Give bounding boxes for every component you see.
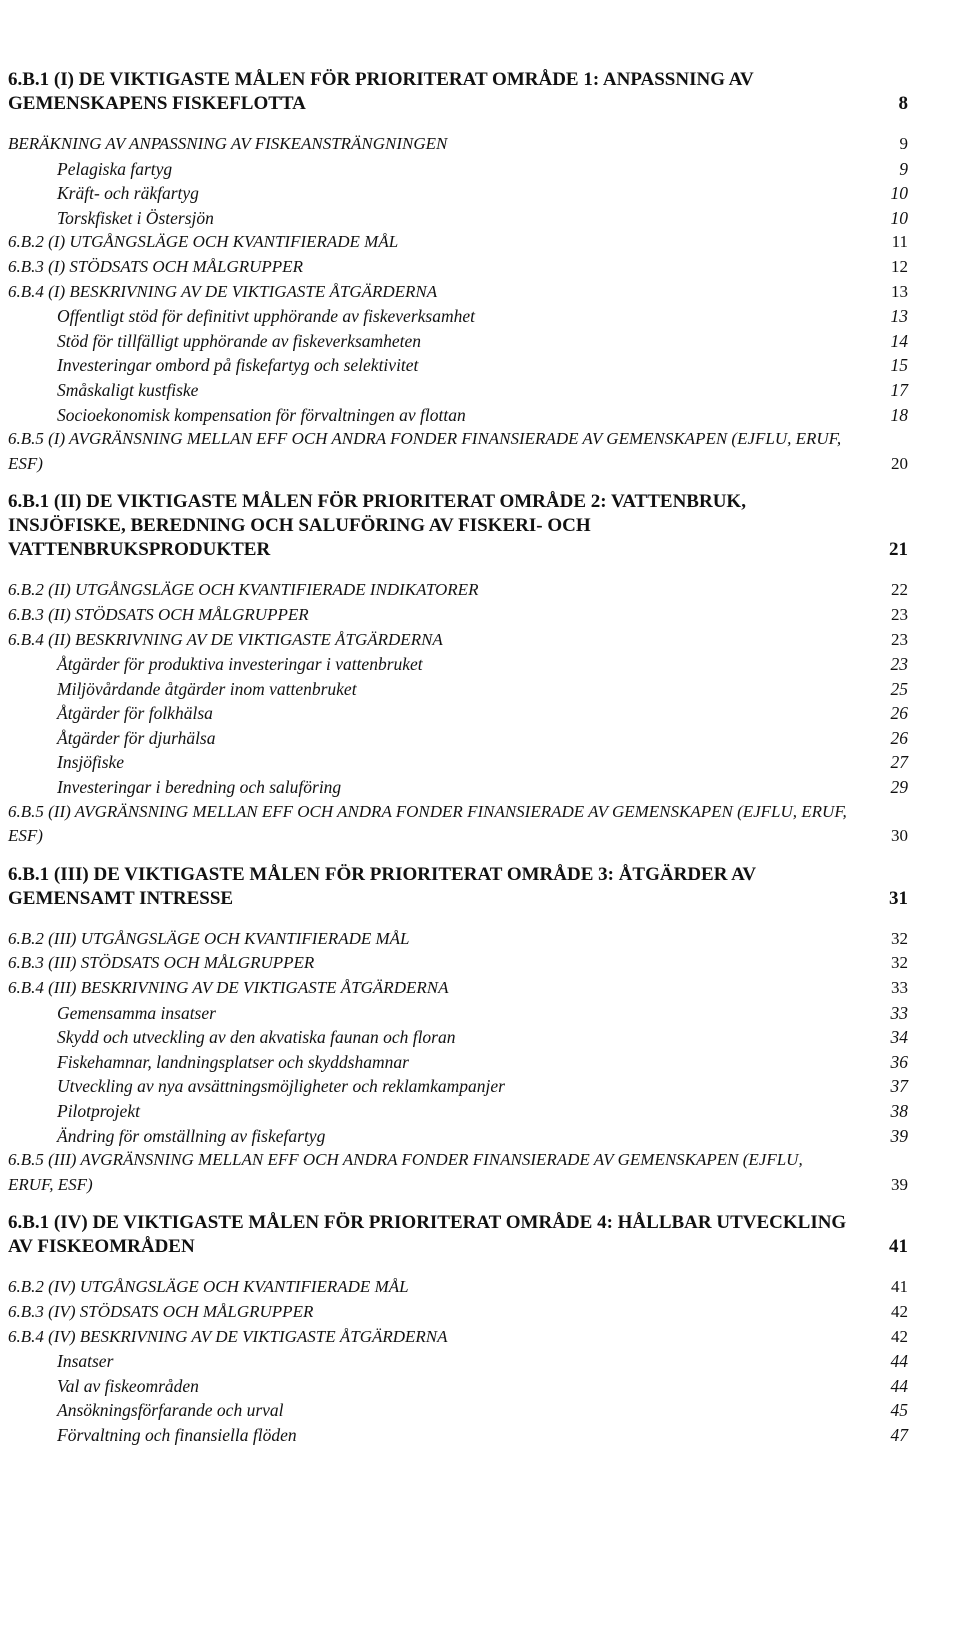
- toc-entry-page-number: 23: [891, 629, 908, 649]
- toc-subentry-title: Gemensamma insatser: [57, 1002, 216, 1023]
- toc-subentry[interactable]: [8, 378, 908, 403]
- toc-entry[interactable]: [8, 951, 908, 976]
- toc-entry[interactable]: [8, 578, 908, 603]
- toc-subentry-page-number: 37: [890, 1076, 908, 1097]
- toc-entry-page-number: 13: [891, 281, 908, 301]
- toc-subentry-page-number: 10: [890, 183, 908, 204]
- section-spacer: [8, 562, 908, 578]
- toc-subentry-page-number: 23: [890, 654, 908, 675]
- toc-subentry-title: Miljövårdande åtgärder inom vattenbruket: [57, 678, 357, 699]
- toc-subentry-page-number: 44: [890, 1375, 908, 1396]
- toc-subentry-page-number: 25: [890, 678, 908, 699]
- toc-subentry-title: Investeringar ombord på fiskefartyg och selektivitet: [57, 355, 419, 376]
- toc-subentry[interactable]: [8, 329, 908, 354]
- section-spacer: [8, 116, 908, 132]
- toc-entry[interactable]: [8, 1275, 908, 1300]
- toc-entry-title: 6.B.4 (IV) BESKRIVNING AV DE VIKTIGASTE ÅTGÄRDERNA: [8, 1326, 448, 1346]
- toc-subentry[interactable]: [8, 701, 908, 726]
- toc-entry-page-number: 32: [891, 953, 908, 973]
- toc-subentry-title: Utveckling av nya avsättningsmöjligheter och reklamkampanjer: [57, 1076, 505, 1097]
- toc-entry[interactable]: [8, 1300, 908, 1325]
- toc-entry-title: 6.B.4 (II) BESKRIVNING AV DE VIKTIGASTE ÅTGÄRDERNA: [8, 629, 443, 649]
- toc-subentry-title: Skydd och utveckling av den akvatiska faunan och floran: [57, 1027, 456, 1048]
- toc-section-heading-page-number: 8: [898, 93, 908, 114]
- toc-entry-title: 6.B.3 (II) STÖDSATS OCH MÅLGRUPPER: [8, 604, 309, 624]
- toc-subentry-page-number: 17: [890, 379, 908, 400]
- toc-subentry[interactable]: [8, 652, 908, 677]
- toc-subentry-page-number: 36: [890, 1051, 908, 1072]
- toc-entry-page-number: 42: [891, 1301, 908, 1321]
- toc-subentry[interactable]: [8, 1099, 908, 1124]
- toc-entry[interactable]: [8, 927, 908, 952]
- toc-subentry[interactable]: [8, 1074, 908, 1099]
- toc-subentry-title: Fiskehamnar, landningsplatser och skyddshamnar: [57, 1051, 409, 1072]
- toc-entry-title: 6.B.4 (III) BESKRIVNING AV DE VIKTIGASTE ÅTGÄRDERNA: [8, 978, 449, 998]
- toc-subentry-title: Åtgärder för produktiva investeringar i vattenbruket: [57, 654, 423, 675]
- toc-entry-title: 6.B.3 (I) STÖDSATS OCH MÅLGRUPPER: [8, 256, 303, 276]
- toc-subentry-page-number: 9: [899, 158, 908, 179]
- toc-section-heading[interactable]: [8, 68, 908, 116]
- toc-entry[interactable]: [8, 427, 908, 476]
- toc-subentry[interactable]: [8, 206, 908, 231]
- toc-subentry[interactable]: [8, 775, 908, 800]
- toc-entry[interactable]: [8, 603, 908, 628]
- toc-entry[interactable]: [8, 628, 908, 653]
- toc-entry-page-number: 22: [891, 580, 908, 600]
- toc-entry-title: 6.B.2 (I) UTGÅNGSLÄGE OCH KVANTIFIERADE MÅL: [8, 232, 399, 252]
- toc-subentry[interactable]: [8, 750, 908, 775]
- toc-entry-page-number: 41: [891, 1277, 908, 1297]
- toc-entry-title: 6.B.5 (II) AVGRÄNSNING MELLAN EFF OCH ANDRA FONDER FINANSIERADE AV GEMENSKAPEN (EJFLU, ERUF, ESF): [8, 801, 847, 846]
- toc-entry-page-number: 12: [891, 256, 908, 276]
- toc-section-heading-title: 6.B.1 (II) DE VIKTIGASTE MÅLEN FÖR PRIORITERAT OMRÅDE 2: VATTENBRUK, INSJÖFISKE, BEREDNING OCH SALUFÖRING AV FISKERI- OCH VATTENBRUKSPRODUKTER: [8, 491, 746, 561]
- toc-subentry-page-number: 27: [890, 752, 908, 773]
- toc-section-heading-page-number: 41: [889, 1236, 908, 1258]
- toc-entry[interactable]: [8, 976, 908, 1001]
- toc-subentry[interactable]: [8, 353, 908, 378]
- toc-subentry-page-number: 14: [890, 330, 908, 351]
- toc-subentry[interactable]: [8, 1050, 908, 1075]
- toc-subentry-title: Torskfisket i Östersjön: [57, 207, 214, 228]
- toc-entry-page-number: 9: [899, 134, 908, 153]
- toc-subentry-page-number: 13: [890, 306, 908, 327]
- toc-entry[interactable]: [8, 1148, 908, 1197]
- toc-section-heading[interactable]: [8, 1211, 908, 1259]
- toc-entry[interactable]: [8, 255, 908, 280]
- toc-entry-title: 6.B.5 (I) AVGRÄNSNING MELLAN EFF OCH ANDRA FONDER FINANSIERADE AV GEMENSKAPEN (EJFLU, ERUF, ESF): [8, 429, 842, 473]
- toc-entry-page-number: 30: [891, 826, 908, 846]
- toc-entry-title: 6.B.3 (IV) STÖDSATS OCH MÅLGRUPPER: [8, 1301, 314, 1321]
- toc-subentry-title: Offentligt stöd för definitivt upphörande av fiskeverksamhet: [57, 306, 475, 327]
- toc-subentry-title: Investeringar i beredning och saluföring: [57, 777, 342, 798]
- toc-section-heading[interactable]: [8, 490, 908, 562]
- toc-entry-title: 6.B.2 (IV) UTGÅNGSLÄGE OCH KVANTIFIERADE MÅL: [8, 1277, 409, 1297]
- toc-subentry-page-number: 33: [890, 1002, 908, 1023]
- toc-subentry[interactable]: [8, 1124, 908, 1149]
- table-of-contents: [8, 68, 908, 1448]
- toc-subentry-page-number: 26: [890, 727, 908, 748]
- toc-entry[interactable]: [8, 230, 908, 255]
- toc-subentry-page-number: 34: [890, 1027, 908, 1048]
- toc-section-heading-title: 6.B.1 (III) DE VIKTIGASTE MÅLEN FÖR PRIORITERAT OMRÅDE 3: ÅTGÄRDER AV GEMENSAMT INTRESSE: [8, 863, 756, 909]
- toc-subentry-title: Förvaltning och finansiella flöden: [57, 1424, 297, 1445]
- toc-subentry-title: Pelagiska fartyg: [57, 158, 173, 179]
- toc-subentry[interactable]: [8, 1423, 908, 1448]
- toc-subentry[interactable]: [8, 726, 908, 751]
- toc-entry[interactable]: [8, 800, 908, 849]
- toc-entry[interactable]: [8, 280, 908, 305]
- toc-section-heading-title: 6.B.1 (IV) DE VIKTIGASTE MÅLEN FÖR PRIORITERAT OMRÅDE 4: HÅLLBAR UTVECKLING AV FISKEOMRÅDEN: [8, 1212, 847, 1258]
- section-spacer: [8, 1259, 908, 1275]
- toc-subentry-title: Ändring för omställning av fiskefartyg: [57, 1125, 326, 1146]
- toc-section-heading-page-number: 21: [889, 539, 908, 561]
- toc-section-heading-page-number: 31: [889, 887, 908, 909]
- toc-subentry-page-number: 10: [890, 207, 908, 228]
- toc-entry-title: 6.B.5 (III) AVGRÄNSNING MELLAN EFF OCH ANDRA FONDER FINANSIERADE AV GEMENSKAPEN (EJFLU, ERUF, ESF): [8, 1150, 803, 1194]
- toc-subentry-page-number: 47: [890, 1424, 908, 1445]
- toc-entry-page-number: 42: [891, 1326, 908, 1346]
- toc-section-heading[interactable]: [8, 863, 908, 911]
- toc-subentry[interactable]: [8, 157, 908, 182]
- toc-subentry[interactable]: [8, 1374, 908, 1399]
- toc-subentry-title: Pilotprojekt: [57, 1101, 140, 1121]
- toc-subentry[interactable]: [8, 1001, 908, 1026]
- toc-subentry-page-number: 38: [890, 1101, 908, 1121]
- toc-subentry-page-number: 44: [890, 1351, 908, 1372]
- toc-entry-page-number: 33: [891, 978, 908, 998]
- toc-entry-page-number: 20: [891, 453, 908, 473]
- toc-subentry-title: Val av fiskeområden: [57, 1375, 199, 1396]
- toc-entry[interactable]: [8, 1325, 908, 1350]
- toc-entry[interactable]: [8, 132, 908, 157]
- toc-subentry-title: Stöd för tillfälligt upphörande av fiskeverksamheten: [57, 330, 422, 351]
- toc-entry-page-number: 11: [891, 232, 908, 252]
- toc-subentry-page-number: 26: [890, 703, 908, 724]
- toc-section-heading-title: 6.B.1 (I) DE VIKTIGASTE MÅLEN FÖR PRIORITERAT OMRÅDE 1: ANPASSNING AV GEMENSKAPENS FISKEFLOTTA: [8, 69, 754, 114]
- section-spacer: [8, 911, 908, 927]
- toc-entry-page-number: 32: [891, 928, 908, 948]
- toc-subentry[interactable]: [8, 304, 908, 329]
- toc-subentry-page-number: 18: [890, 404, 908, 425]
- toc-entry-title: 6.B.3 (III) STÖDSATS OCH MÅLGRUPPER: [8, 953, 315, 973]
- toc-entry-page-number: 39: [891, 1174, 908, 1194]
- toc-subentry-page-number: 39: [890, 1125, 908, 1146]
- toc-subentry-title: Insjöfiske: [57, 752, 125, 773]
- toc-subentry-page-number: 15: [890, 355, 908, 376]
- toc-subentry[interactable]: [8, 677, 908, 702]
- toc-subentry[interactable]: [8, 181, 908, 206]
- toc-subentry[interactable]: [8, 1398, 908, 1423]
- toc-subentry-page-number: 45: [890, 1400, 908, 1421]
- toc-entry-title: 6.B.2 (III) UTGÅNGSLÄGE OCH KVANTIFIERADE MÅL: [8, 928, 410, 948]
- toc-subentry-title: Åtgärder för folkhälsa: [57, 703, 213, 724]
- toc-subentry-title: Insatser: [57, 1351, 114, 1372]
- toc-entry-title: 6.B.4 (I) BESKRIVNING AV DE VIKTIGASTE ÅTGÄRDERNA: [8, 281, 438, 301]
- toc-entry-page-number: 23: [891, 604, 908, 624]
- toc-entry-title: 6.B.2 (II) UTGÅNGSLÄGE OCH KVANTIFIERADE INDIKATORER: [8, 580, 479, 600]
- toc-entry-title: BERÄKNING AV ANPASSNING AV FISKEANSTRÄNGNINGEN: [8, 134, 448, 153]
- toc-subentry-title: Småskaligt kustfiske: [57, 379, 199, 400]
- toc-subentry-title: Socioekonomisk kompensation för förvaltningen av flottan: [57, 404, 466, 425]
- toc-subentry-page-number: 29: [890, 777, 908, 798]
- toc-subentry-title: Ansökningsförfarande och urval: [57, 1400, 284, 1421]
- toc-subentry-title: Kräft- och räkfartyg: [57, 183, 199, 204]
- toc-subentry[interactable]: [8, 1349, 908, 1374]
- toc-subentry[interactable]: [8, 1025, 908, 1050]
- toc-subentry[interactable]: [8, 403, 908, 428]
- toc-subentry-title: Åtgärder för djurhälsa: [57, 727, 216, 748]
